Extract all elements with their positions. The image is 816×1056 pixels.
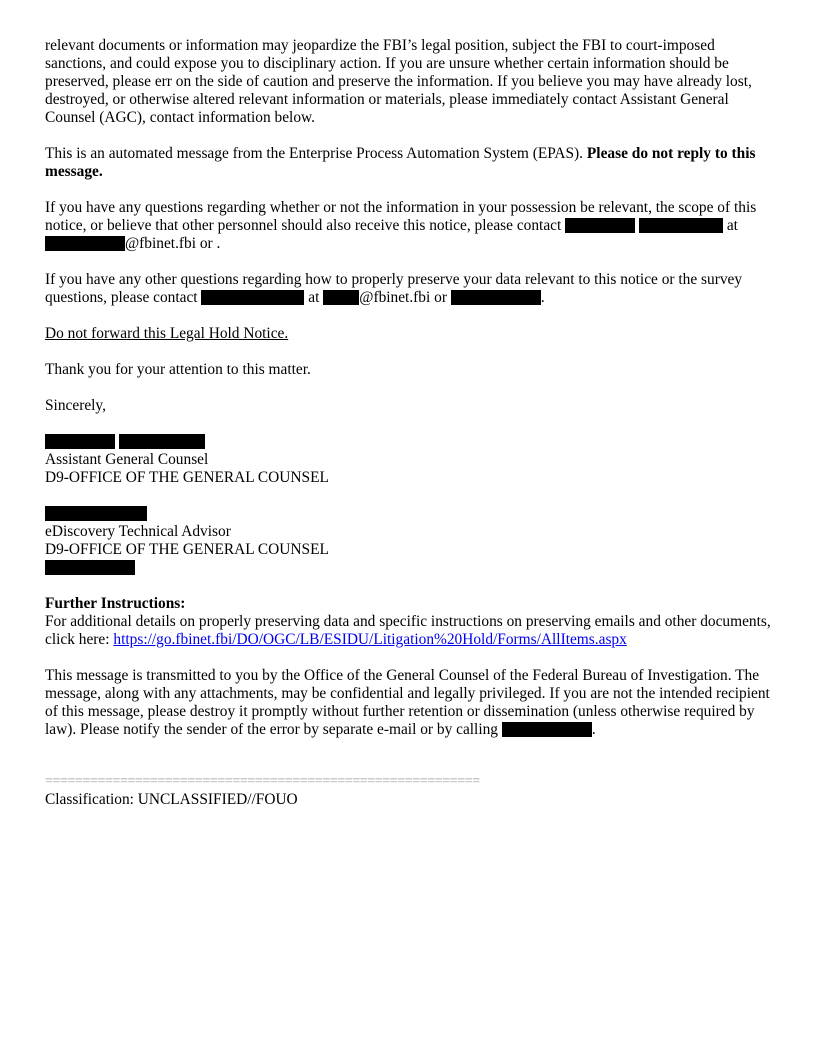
signature-contact-redacted bbox=[45, 559, 771, 577]
other-questions-paragraph bbox=[45, 271, 771, 307]
disclaimer-paragraph bbox=[45, 667, 771, 739]
redaction-box bbox=[639, 218, 723, 233]
redaction-box bbox=[565, 218, 635, 233]
automated-message-text: This is an automated message from the Enterprise Process Automation System (EPAS). bbox=[45, 145, 584, 162]
do-not-reply-notice: Please do not reply to this message. bbox=[45, 145, 756, 180]
other-questions-at: at bbox=[308, 289, 320, 306]
questions-text: If you have any questions regarding whether or not the information in your possession be relevant, the scope of this notice, or believe that other personnel should also receive this notice, please contact bbox=[45, 199, 757, 234]
signature-agc bbox=[45, 433, 771, 487]
redaction-box bbox=[119, 434, 205, 449]
redaction-box bbox=[45, 560, 135, 575]
instructions-link[interactable]: https://go.fbinet.fbi/DO/OGC/LB/ESIDU/Litigation%20Hold/Forms/AllItems.aspx bbox=[113, 631, 627, 648]
questions-at: at bbox=[726, 217, 738, 234]
further-instructions-heading: Further Instructions: bbox=[45, 595, 186, 612]
other-questions-text: If you have any other questions regarding how to properly preserve your data relevant to this notice or the survey questions, please contact bbox=[45, 271, 743, 306]
signature-office: D9-OFFICE OF THE GENERAL COUNSEL bbox=[45, 469, 329, 486]
redaction-box bbox=[502, 722, 592, 737]
redaction-box bbox=[45, 434, 115, 449]
other-questions-email-domain: @fbinet.fbi or bbox=[359, 289, 447, 306]
questions-paragraph bbox=[45, 199, 771, 253]
redaction-box bbox=[201, 290, 304, 305]
signature-title: eDiscovery Technical Advisor bbox=[45, 523, 231, 540]
further-instructions bbox=[45, 595, 771, 649]
disclaimer-period: . bbox=[591, 721, 596, 738]
further-instructions-text: For additional details on properly preserving data and specific instructions on preserving emails and other documents, click here: bbox=[45, 613, 771, 648]
closing-line: Sincerely, bbox=[45, 397, 106, 414]
signature-office: D9-OFFICE OF THE GENERAL COUNSEL bbox=[45, 541, 329, 558]
signature-name-redacted bbox=[45, 433, 771, 451]
signature-name-redacted bbox=[45, 505, 771, 523]
redaction-box bbox=[45, 506, 147, 521]
redaction-box bbox=[451, 290, 541, 305]
signature-title: Assistant General Counsel bbox=[45, 451, 209, 468]
redaction-box bbox=[45, 236, 125, 251]
no-forward-notice: Do not forward this Legal Hold Notice. bbox=[45, 325, 289, 342]
preservation-paragraph: relevant documents or information may jeopardize the FBI’s legal position, subject the FBI to court-imposed sanctions, and could expose you to disciplinary action. If you are unsure whether certain information should be preserved, please err on the side of caution and preserve the information. If you believe you may have already lost, destroyed, or otherwise altered relevant information or materials, please immediately contact Assistant General Counsel (AGC), contact information below. bbox=[45, 37, 752, 126]
redaction-box bbox=[323, 290, 359, 305]
questions-email-domain: @fbinet.fbi or . bbox=[125, 235, 221, 252]
thanks-line: Thank you for your attention to this matter. bbox=[45, 361, 311, 378]
classification-label: Classification: UNCLASSIFIED//FOUO bbox=[45, 791, 298, 808]
other-questions-period: . bbox=[540, 289, 545, 306]
disclaimer-text: This message is transmitted to you by the Office of the General Counsel of the Federal Bureau of Investigation. The message, along with any attachments, may be confidential and legally privileged. If you are not the intended recipient of this message, please destroy it promptly without further retention or dissemination (unless otherwise required by law). Please notify the sender of the error by separate e-mail or by calling bbox=[45, 667, 770, 738]
signature-ediscovery bbox=[45, 505, 771, 577]
automated-message-paragraph bbox=[45, 145, 771, 181]
separator-line: ========================================================== bbox=[45, 775, 480, 789]
